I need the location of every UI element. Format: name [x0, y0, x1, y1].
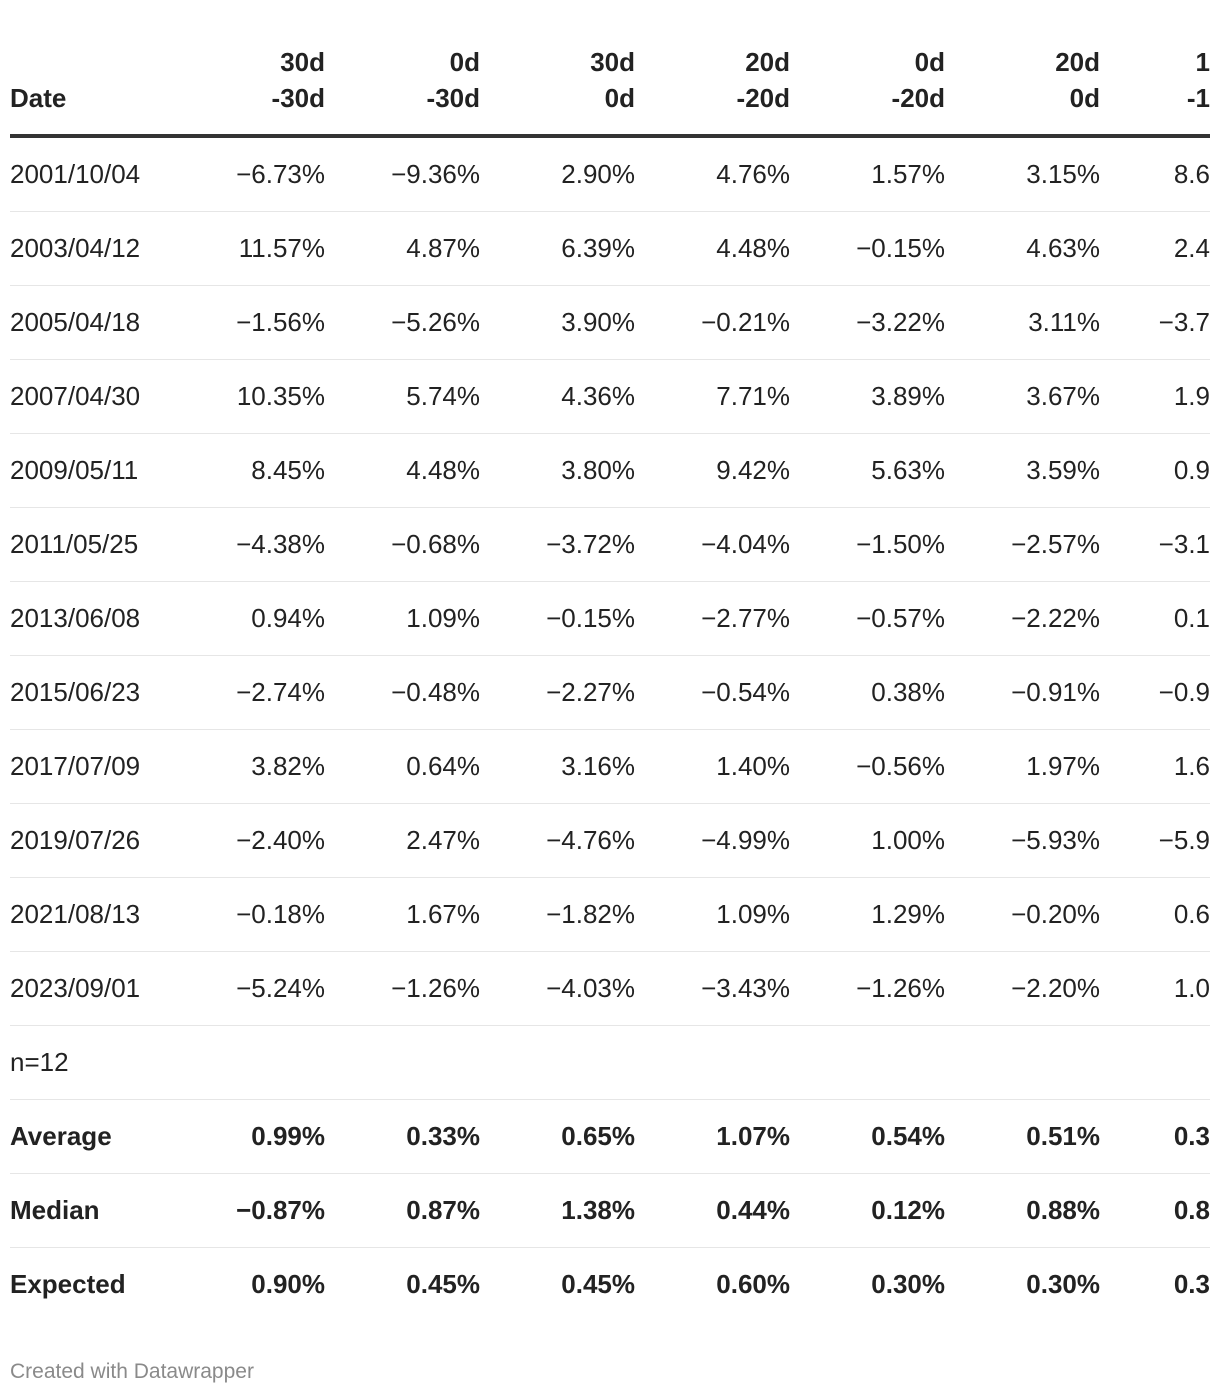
value-cell: 0.30%: [1026, 1269, 1100, 1299]
value-cell: 3.67%: [945, 360, 1100, 434]
value-cell: 3.16%: [480, 730, 635, 804]
value-cell: −0.15%: [790, 212, 945, 286]
value-cell: 3.15%: [945, 136, 1100, 212]
table-row: [10, 434, 1210, 508]
column-header-line2: 0d: [1069, 83, 1100, 113]
value-cell: 0.12%: [790, 1174, 945, 1248]
summary-row: [10, 1174, 1210, 1248]
value-cell: −0.18%: [170, 878, 325, 952]
value-cell: −3.72%: [480, 508, 635, 582]
value-cell: 2.90%: [480, 136, 635, 212]
value-cell: 0.33%: [325, 1100, 480, 1174]
value-cell: 2.4: [1100, 212, 1210, 286]
value-cell: 1.38%: [480, 1174, 635, 1248]
value-cell: 3.59%: [945, 434, 1100, 508]
column-header-line2: -20d: [736, 83, 790, 113]
column-header-line1: 20d: [1055, 47, 1100, 77]
column-header: [635, 44, 790, 136]
value-cell: 0.1: [1100, 582, 1210, 656]
value-cell: −0.20%: [945, 878, 1100, 952]
value-cell: −0.87%: [170, 1174, 325, 1248]
value-cell: −4.76%: [480, 804, 635, 878]
value-cell: −2.74%: [170, 656, 325, 730]
value-cell: 1.57%: [790, 136, 945, 212]
value-cell: −5.26%: [325, 286, 480, 360]
value-cell: 0.3: [1100, 1100, 1210, 1174]
value-cell: 0.87%: [325, 1174, 480, 1248]
data-table-container: [10, 44, 1210, 1321]
value-cell: −2.40%: [170, 804, 325, 878]
value-cell: 0.64%: [325, 730, 480, 804]
value-cell: 1.9: [1100, 360, 1210, 434]
column-header-line2: -30d: [426, 83, 480, 113]
table-row: [10, 656, 1210, 730]
value-cell: 3.11%: [945, 286, 1100, 360]
value-cell: −9.36%: [325, 136, 480, 212]
value-cell: −4.03%: [480, 952, 635, 1026]
value-cell: 0.90%: [251, 1269, 325, 1299]
column-header-line2: Date: [10, 83, 67, 113]
column-header-line1: 30d: [280, 47, 325, 77]
value-cell: 1.07%: [635, 1100, 790, 1174]
column-header: [790, 44, 945, 136]
value-cell: −0.54%: [635, 656, 790, 730]
value-cell: 9.42%: [635, 434, 790, 508]
value-cell: −3.1: [1100, 508, 1210, 582]
value-cell: 2.47%: [325, 804, 480, 878]
value-cell: 0.60%: [716, 1269, 790, 1299]
column-header-line1: 0d: [914, 47, 945, 77]
column-header-line1: 30d: [590, 47, 635, 77]
column-header-line1: 20d: [745, 47, 790, 77]
value-cell: −2.77%: [635, 582, 790, 656]
value-cell: 0.30%: [871, 1269, 945, 1299]
value-cell: 4.48%: [635, 212, 790, 286]
data-table: [10, 44, 1210, 1321]
value-cell: 3.90%: [480, 286, 635, 360]
value-cell: 0.6: [1100, 878, 1210, 952]
row-label-cell: 2017/07/09: [10, 730, 170, 804]
value-cell: −1.26%: [325, 952, 480, 1026]
column-header-line1: 0d: [449, 47, 480, 77]
value-cell: 0.38%: [790, 656, 945, 730]
value-cell: −1.50%: [790, 508, 945, 582]
value-cell: 10.35%: [170, 360, 325, 434]
value-cell: 0.45%: [406, 1269, 480, 1299]
value-cell: 0.99%: [170, 1100, 325, 1174]
table-row: [10, 136, 1210, 212]
value-cell: 0.3: [1173, 1269, 1210, 1299]
value-cell: 4.36%: [480, 360, 635, 434]
row-label-cell: 2011/05/25: [10, 508, 170, 582]
table-row: [10, 508, 1210, 582]
value-cell: 1.29%: [790, 878, 945, 952]
value-cell: −1.56%: [170, 286, 325, 360]
value-cell: 1.97%: [945, 730, 1100, 804]
value-cell: 1.00%: [790, 804, 945, 878]
value-cell: −2.57%: [945, 508, 1100, 582]
value-cell: −5.93%: [945, 804, 1100, 878]
row-label-cell: 2023/09/01: [10, 952, 170, 1026]
column-header: [480, 44, 635, 136]
value-cell: 1.67%: [325, 878, 480, 952]
value-cell: 0.8: [1100, 1174, 1210, 1248]
value-cell: 4.63%: [945, 212, 1100, 286]
value-cell: 0.65%: [480, 1100, 635, 1174]
row-label-cell: 2003/04/12: [10, 212, 170, 286]
value-cell: −0.57%: [790, 582, 945, 656]
summary-row: [10, 1100, 1210, 1174]
row-label-cell: 2007/04/30: [10, 360, 170, 434]
column-header: [1100, 44, 1210, 136]
value-cell: −2.20%: [945, 952, 1100, 1026]
value-cell: 0.44%: [635, 1174, 790, 1248]
row-label-cell: Median: [10, 1174, 170, 1248]
column-header: [945, 44, 1100, 136]
value-cell: 4.48%: [325, 434, 480, 508]
value-cell: 5.63%: [790, 434, 945, 508]
value-cell: 4.87%: [325, 212, 480, 286]
value-cell: 6.39%: [480, 212, 635, 286]
value-cell: −0.91%: [945, 656, 1100, 730]
table-body: [10, 136, 1210, 1321]
table-row: [10, 730, 1210, 804]
column-header-line2: -20d: [891, 83, 945, 113]
column-header-line2: 0d: [604, 83, 635, 113]
column-header: [10, 44, 170, 136]
table-row: [10, 286, 1210, 360]
column-header-line2: -30d: [271, 83, 325, 113]
value-cell: −4.04%: [635, 508, 790, 582]
value-cell: −3.7: [1100, 286, 1210, 360]
value-cell: 11.57%: [170, 212, 325, 286]
row-label-cell: Expected: [10, 1269, 126, 1299]
footer-credit[interactable]: Created with Datawrapper: [10, 1360, 254, 1383]
row-label-cell: 2001/10/04: [10, 136, 170, 212]
column-header-line1: 1: [1195, 47, 1210, 77]
value-cell: 3.82%: [170, 730, 325, 804]
value-cell: 3.89%: [790, 360, 945, 434]
value-cell: −5.9: [1100, 804, 1210, 878]
value-cell: 3.80%: [480, 434, 635, 508]
value-cell: 8.45%: [170, 434, 325, 508]
value-cell: 0.94%: [170, 582, 325, 656]
value-cell: 4.76%: [635, 136, 790, 212]
value-cell: 1.6: [1100, 730, 1210, 804]
row-label-cell: 2005/04/18: [10, 286, 170, 360]
value-cell: 1.09%: [325, 582, 480, 656]
table-row: [10, 582, 1210, 656]
count-row: [10, 1026, 1210, 1100]
value-cell: −3.43%: [635, 952, 790, 1026]
row-label-cell: 2013/06/08: [10, 582, 170, 656]
table-row: [10, 804, 1210, 878]
count-cell: n=12: [10, 1026, 1210, 1100]
row-label-cell: 2021/08/13: [10, 878, 170, 952]
value-cell: −0.9: [1100, 656, 1210, 730]
row-label-cell: Average: [10, 1100, 170, 1174]
value-cell: 0.88%: [945, 1174, 1100, 1248]
value-cell: 7.71%: [635, 360, 790, 434]
table-row: [10, 360, 1210, 434]
value-cell: −4.99%: [635, 804, 790, 878]
table-row: [10, 878, 1210, 952]
value-cell: −1.26%: [790, 952, 945, 1026]
column-header-line2: -1: [1186, 83, 1210, 113]
value-cell: 0.9: [1100, 434, 1210, 508]
value-cell: −0.15%: [480, 582, 635, 656]
value-cell: −0.48%: [325, 656, 480, 730]
value-cell: 1.09%: [635, 878, 790, 952]
table-row: [10, 952, 1210, 1026]
value-cell: −0.68%: [325, 508, 480, 582]
summary-row: [10, 1248, 1210, 1322]
value-cell: 0.54%: [790, 1100, 945, 1174]
value-cell: −2.27%: [480, 656, 635, 730]
row-label-cell: 2019/07/26: [10, 804, 170, 878]
value-cell: 1.0: [1100, 952, 1210, 1026]
column-header: [325, 44, 480, 136]
value-cell: −6.73%: [170, 136, 325, 212]
value-cell: 0.51%: [945, 1100, 1100, 1174]
value-cell: −2.22%: [945, 582, 1100, 656]
value-cell: −0.21%: [635, 286, 790, 360]
value-cell: 0.45%: [561, 1269, 635, 1299]
row-label-cell: 2015/06/23: [10, 656, 170, 730]
value-cell: −4.38%: [170, 508, 325, 582]
value-cell: −0.56%: [790, 730, 945, 804]
column-header: [170, 44, 325, 136]
value-cell: 8.6: [1100, 136, 1210, 212]
row-label-cell: 2009/05/11: [10, 434, 170, 508]
value-cell: −1.82%: [480, 878, 635, 952]
value-cell: 5.74%: [325, 360, 480, 434]
value-cell: −5.24%: [170, 952, 325, 1026]
value-cell: 1.40%: [635, 730, 790, 804]
value-cell: −3.22%: [790, 286, 945, 360]
table-row: [10, 212, 1210, 286]
table-header-row: [10, 44, 1210, 136]
